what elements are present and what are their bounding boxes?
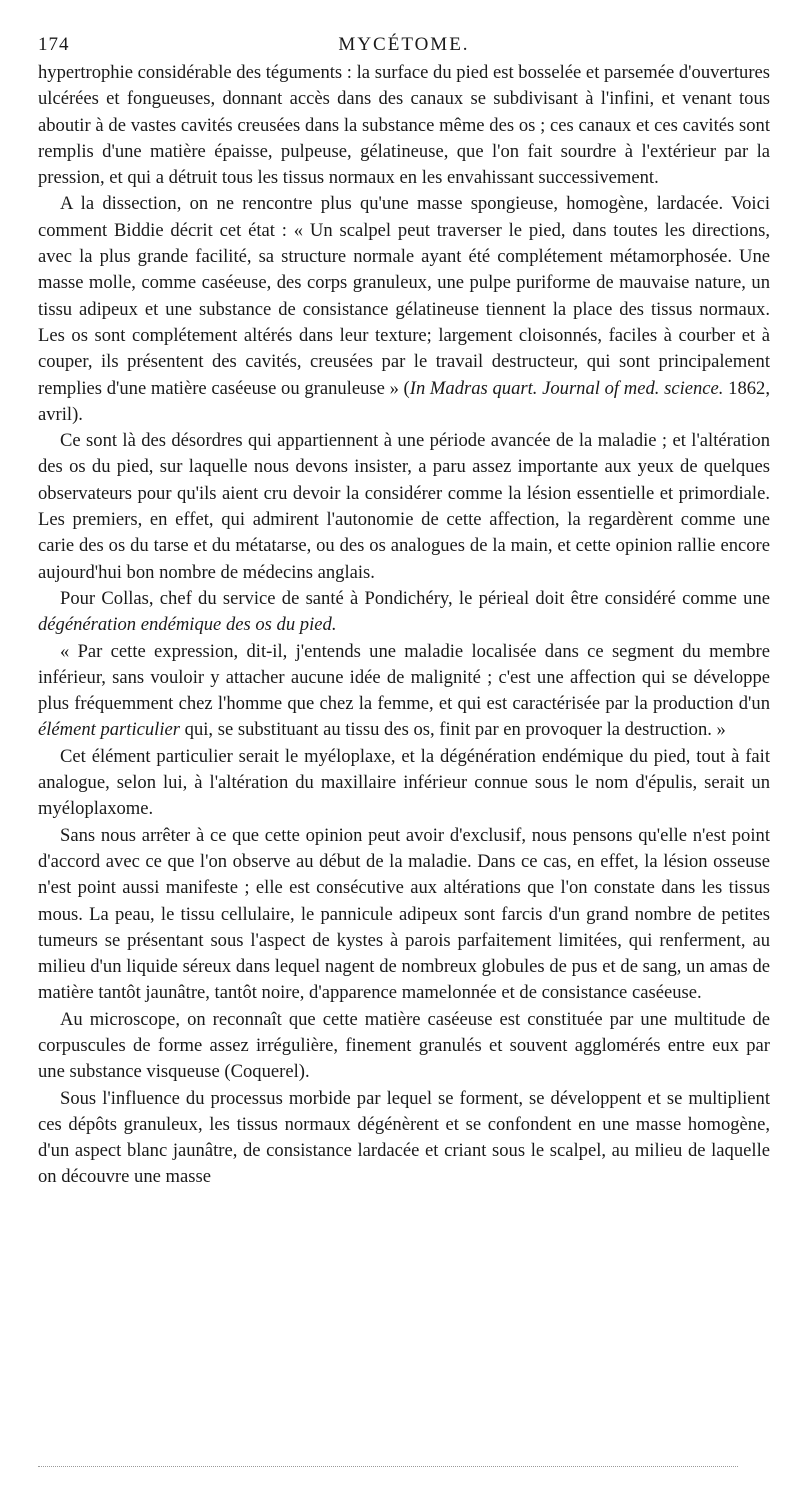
paragraph-5: « Par cette expression, dit-il, j'entends une maladie localisée dans ce segment du membre inférieur, sans vouloir y attacher aucune idée de malignité ; c'est une affection qui se développe plus fréquemment chez l'homme que chez la femme, et qui est caractérisée par la production d'un élément particulier qui, se substituant au tissu des os, finit par en provoquer la destruction. » xyxy=(38,640,770,741)
paragraph-7: Sans nous arrêter à ce que cette opinion peut avoir d'exclusif, nous pensons qu'elle n'est point d'accord avec ce que l'on observe au début de la maladie. Dans ce cas, en effet, la lésion osseuse n'est point aussi manifeste ; elle est consécutive aux altérations que l'on constate dans les tissus mous. La peau, le tissu cellulaire, le pannicule adipeux sont farcis d'un grand nombre de petites tumeurs se présentant sous l'aspect de kystes à parois parfaitement limitées, qui renferment, au milieu d'un liquide séreux dans lequel nagent de nombreux globules de pus et de sang, un amas de matière tantôt jaunâtre, tantôt noire, d'apparence mamelonnée et de consistance caséeuse. xyxy=(38,824,770,1004)
running-title: MYCÉTOME. xyxy=(338,34,470,55)
paragraph-1: hypertrophie considérable des téguments : la surface du pied est bosselée et parsemée d'ouvertures ulcérées et fongueuses, donnant accès dans des canaux se subdivisant à l'infini, et venant tous aboutir à de vastes cavités creusées dans la substance même des os ; ces canaux et ces cavités sont remplis d'une matière épaisse, pulpeuse, gélatineuse, que l'on fait sourdre à l'extérieur par la pression, et qui a détruit tous les tissus normaux en les envahissant successivement. xyxy=(38,62,770,189)
paragraph-6: Cet élément particulier serait le myéloplaxe, et la dégénération endémique du pied, tout à fait analogue, selon lui, à l'altération du maxillaire inférieur connue sous le nom d'épulis, serait un myéloplaxome. xyxy=(38,745,770,820)
paragraph-4: Pour Collas, chef du service de santé à Pondichéry, le périeal doit être considéré comme une dégénération endémique des os du pied. xyxy=(38,587,770,636)
footer-divider xyxy=(38,1466,738,1467)
citation-italic: In Madras quart. Journal of med. science. xyxy=(409,377,724,399)
emphasis-italic: élément particulier xyxy=(38,719,180,741)
book-page xyxy=(38,30,770,1191)
paragraph-9: Sous l'influence du processus morbide par lequel se forment, se développent et se multiplient ces dépôts granuleux, les tissus normaux dégénèrent et se confondent en une masse homogène, d'un aspect blanc jaunâtre, de consistance lardacée et criant sous le scalpel, au milieu de laquelle on découvre une masse xyxy=(38,1087,770,1188)
paragraph-2: A la dissection, on ne rencontre plus qu'une masse spongieuse, homogène, lardacée. Voici comment Biddie décrit cet état : « Un scalpel peut traverser le pied, dans toutes les directions, avec la plus grande facilité, sa structure normale ayant été complétement métamorphosée. Une masse molle, comme caséeuse, des corps granuleux, une pulpe puriforme de mauvaise nature, un tissu adipeux et une substance de consistance gélatineuse tiennent la place des tissus normaux. Les os sont complétement altérés dans leur texture; largement cloisonnés, faciles à courber et à couper, ils présentent des cavités, creusées par le travail destructeur, qui sont principalement remplies d'une matière caséeuse ou granuleuse » (In Madras quart. Journal of med. science. 1862, avril). xyxy=(38,193,770,425)
paragraph-3: Ce sont là des désordres qui appartiennent à une période avancée de la maladie ; et l'altération des os du pied, sur laquelle nous devons insister, a paru assez importante aux yeux de quelques observateurs pour qu'ils aient cru devoir la considérer comme la lésion essentielle et primordiale. Les premiers, en effet, qui admirent l'autonomie de cette affection, la regardèrent comme une carie des os du tarse et du métatarse, ou des os analogues de la main, et cette opinion rallie encore aujourd'hui bon nombre de médecins anglais. xyxy=(38,430,770,583)
emphasis-italic: dégénération endémique des os du pied. xyxy=(38,614,337,636)
paragraph-8: Au microscope, on reconnaît que cette matière caséeuse est constituée par une multitude de corpuscules de forme assez irrégulière, finement granulés et souvent agglomérés entre eux par une substance visqueuse (Coquerel). xyxy=(38,1008,770,1083)
page-number: 174 xyxy=(38,34,70,55)
running-head xyxy=(38,30,770,60)
